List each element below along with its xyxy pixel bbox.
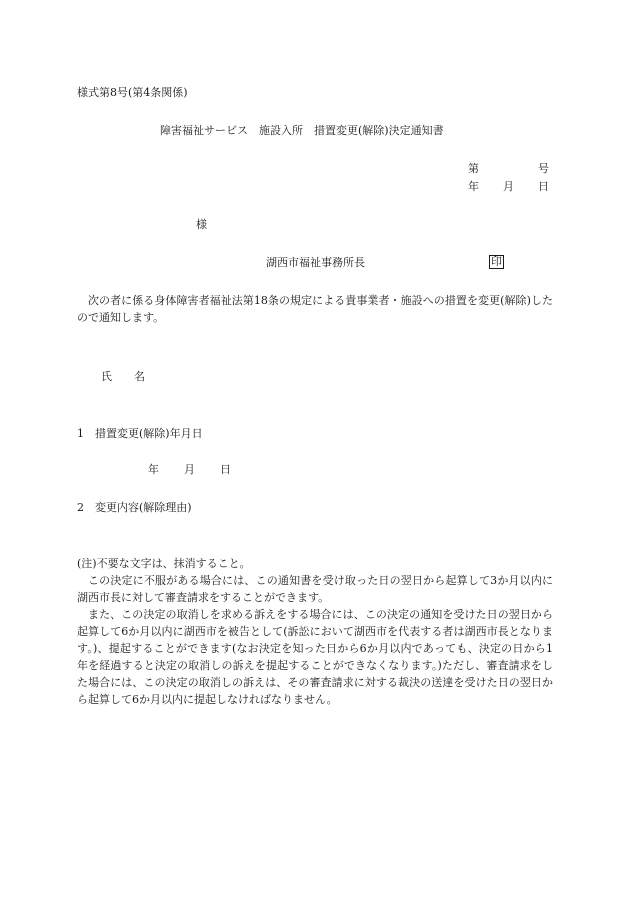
document-number-suffix: 号 xyxy=(538,162,549,175)
date-day-label: 日 xyxy=(538,180,549,193)
item1-day-label: 日 xyxy=(220,463,231,476)
official-seal xyxy=(489,255,504,269)
note-review-request: この決定に不服がある場合には、この通知書を受け取った日の翌日から起算して3か月以内に湖西市長に対して審査請求をすることができます。 xyxy=(77,574,553,604)
item1-label: 1 措置変更(解除)年月日 xyxy=(77,427,203,440)
sender-name: 湖西市福祉事務所長 xyxy=(266,256,365,269)
item1-year-label: 年 xyxy=(148,463,159,476)
date-month-label: 月 xyxy=(503,180,514,193)
notes-section xyxy=(77,555,553,708)
note-unnecessary-text: (注)不要な文字は、抹消すること。 xyxy=(77,557,251,570)
addressee-suffix: 様 xyxy=(196,218,207,231)
document-title: 障害福祉サービス 施設入所 措置変更(解除)決定通知書 xyxy=(160,124,444,137)
form-number: 様式第8号(第4条関係) xyxy=(77,86,188,99)
name-label: 氏 名 xyxy=(101,370,145,383)
note-revocation-suit: また、この決定の取消しを求める訴えをする場合には、この決定の通知を受けた日の翌日から起算して6か月以内に湖西市を被告として(訴訟において湖西市を代表する者は湖西市長となります。)、提起することができます(なお決定を知った日から6か月以内であっても、決定の日から1年を経過すると決定の取消しの訴えを提起することができなくなります。)ただし、審査請求をした場合には、この決定の取消しの訴えは、その審査請求に対する裁決の送達を受けた日の翌日から起算して6か月以内に提起しなければなりません。 xyxy=(77,608,553,706)
body-paragraph xyxy=(77,292,553,326)
item1-month-label: 月 xyxy=(184,463,195,476)
document-number-prefix: 第 xyxy=(468,162,479,175)
body-text: 次の者に係る身体障害者福祉法第18条の規定による貴事業者・施設への措置を変更(解除)したので通知します。 xyxy=(77,294,553,324)
date-year-label: 年 xyxy=(468,180,479,193)
item2-label: 2 変更内容(解除理由) xyxy=(77,501,192,514)
seal-text: 印 xyxy=(491,255,502,268)
